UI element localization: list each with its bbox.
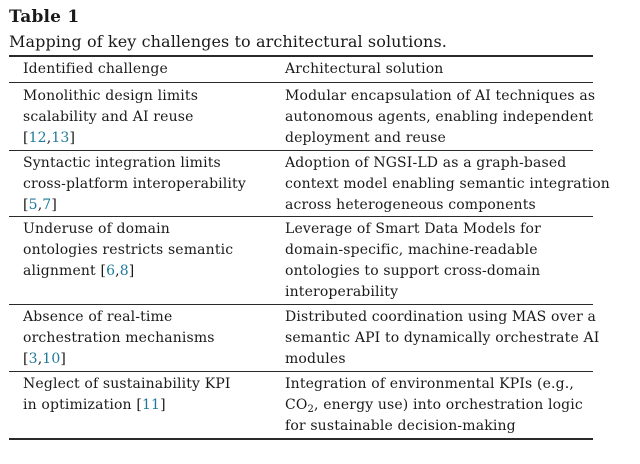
column-header-solution: Architectural solution xyxy=(285,61,444,77)
citation-link[interactable]: 8 xyxy=(119,263,129,279)
solution-line: for sustainable decision-making xyxy=(285,418,516,434)
citation-link[interactable]: 6 xyxy=(106,263,116,279)
solution-line: autonomous agents, enabling independent xyxy=(285,109,594,125)
citation-link[interactable]: 12 xyxy=(28,130,47,146)
solution-line: context model enabling semantic integration xyxy=(285,176,610,192)
citation-bracket: ] xyxy=(160,397,166,413)
citation-link[interactable]: 11 xyxy=(141,397,161,413)
row-rule xyxy=(9,150,593,151)
challenge-line: orchestration mechanisms xyxy=(23,330,215,346)
row-rule xyxy=(9,304,593,305)
solution-line: Adoption of NGSI-LD as a graph-based xyxy=(285,155,567,171)
table-label: Table 1 xyxy=(9,7,80,27)
solution-line: ontologies to support cross-domain xyxy=(285,263,541,279)
citation-bracket: [ xyxy=(23,130,29,146)
solution-line: domain-specific, machine-readable xyxy=(285,242,538,258)
solution-line: across heterogeneous components xyxy=(285,197,536,213)
challenge-line: scalability and AI reuse xyxy=(23,109,194,125)
challenge-line: Underuse of domain xyxy=(23,221,170,237)
solution-line: Leverage of Smart Data Models for xyxy=(285,221,541,237)
challenge-line: ontologies restricts semantic xyxy=(23,242,234,258)
citation-bracket: ] xyxy=(51,197,57,213)
challenge-line xyxy=(23,395,166,416)
co2-subscript: 2 xyxy=(307,404,315,415)
challenge-line: Monolithic design limits xyxy=(23,88,199,104)
solution-line: Integration of environmental KPIs (e.g., xyxy=(285,376,574,392)
citation-bracket: ] xyxy=(128,263,135,279)
solution-line: Modular encapsulation of AI techniques as xyxy=(285,88,596,104)
citation-separator: , xyxy=(37,351,43,367)
citation-line xyxy=(23,128,75,149)
challenge-line: Neglect of sustainability KPI xyxy=(23,376,231,392)
solution-text: , energy use) into orchestration logic xyxy=(314,397,583,413)
citation-bracket: [ xyxy=(23,351,29,367)
solution-line: modules xyxy=(285,351,346,367)
challenge-text: alignment xyxy=(23,263,101,279)
citation-bracket: [ xyxy=(23,197,29,213)
citation-bracket: ] xyxy=(60,351,67,367)
table-caption: Mapping of key challenges to architectural solutions. xyxy=(9,32,447,51)
solution-line: semantic API to dynamically orchestrate AI xyxy=(285,330,600,346)
citation-link[interactable]: 7 xyxy=(42,197,52,213)
bottom-rule xyxy=(9,438,593,440)
citation-link[interactable]: 10 xyxy=(42,351,61,367)
citation-link[interactable]: 5 xyxy=(28,197,38,213)
citation-line xyxy=(23,349,66,370)
row-rule xyxy=(9,371,593,372)
challenge-line: Absence of real-time xyxy=(23,309,173,325)
citation-line xyxy=(23,195,57,216)
solution-line: deployment and reuse xyxy=(285,130,446,146)
solution-line: interoperability xyxy=(285,284,399,300)
challenge-line xyxy=(23,261,134,282)
row-rule xyxy=(9,216,593,217)
citation-bracket: [ xyxy=(100,263,107,279)
citation-bracket: ] xyxy=(69,130,76,146)
citation-link[interactable]: 3 xyxy=(28,351,38,367)
co2-text: CO xyxy=(285,397,308,413)
challenge-text: in optimization xyxy=(23,397,137,413)
citation-bracket: [ xyxy=(136,397,142,413)
citation-separator: , xyxy=(46,130,52,146)
solution-line: Distributed coordination using MAS over a xyxy=(285,309,597,325)
top-rule xyxy=(9,55,593,57)
citation-separator: , xyxy=(115,263,120,279)
challenge-line: cross-platform interoperability xyxy=(23,176,246,192)
header-rule xyxy=(9,82,593,83)
challenge-line: Syntactic integration limits xyxy=(23,155,221,171)
citation-link[interactable]: 13 xyxy=(51,130,70,146)
citation-separator: , xyxy=(37,197,43,213)
column-header-challenge: Identified challenge xyxy=(23,61,168,77)
